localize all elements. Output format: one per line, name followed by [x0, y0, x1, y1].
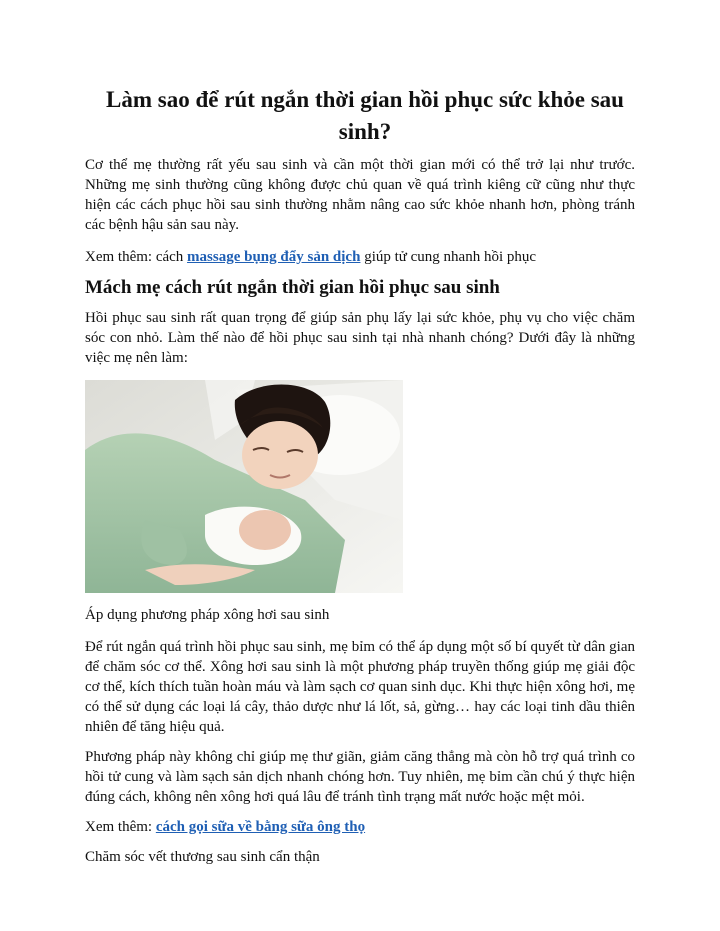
section-heading: Mách mẹ cách rút ngắn thời gian hồi phục sau sinh — [85, 277, 500, 298]
page-title: Làm sao để rút ngắn thời gian hồi phục sức khỏe sau sinh? — [106, 87, 624, 144]
see-also-line-2 — [85, 817, 635, 837]
intro-paragraph: Cơ thể mẹ thường rất yếu sau sinh và cần một thời gian mới có thể trở lại như trước. Những mẹ sinh thường cũng không được chủ quan về quá trình kiêng cữ cũng như thực hiện các cách phục hồi sau sinh thường nhằm nâng cao sức khỏe nhanh hơn, phòng tránh các bệnh hậu sản sau này. — [85, 157, 635, 233]
steam-paragraph-2: Phương pháp này không chỉ giúp mẹ thư giãn, giảm căng thẳng mà còn hỗ trợ quá trình co hồi tử cung và làm sạch sản dịch nhanh chóng hơn. Tuy nhiên, mẹ bỉm cần chú ý thực hiện đúng cách, không nên xông hơi quá lâu để tránh tình trạng mất nước hoặc mệt mỏi. — [85, 749, 635, 805]
see-also-line-1 — [85, 247, 635, 267]
see-also-prefix-2: Xem thêm: — [85, 819, 156, 835]
subheading-steam: Áp dụng phương pháp xông hơi sau sinh — [85, 607, 330, 623]
section-intro-paragraph: Hồi phục sau sinh rất quan trọng để giúp sản phụ lấy lại sức khỏe, phụ vụ cho việc chăm sóc con nhỏ. Làm thế nào để hồi phục sau sinh tại nhà nhanh chóng? Dưới đây là những việc mẹ nên làm: — [85, 310, 635, 366]
see-also-suffix: giúp tử cung nhanh hồi phục — [360, 249, 537, 265]
link-milk-article[interactable]: cách gọi sữa về bằng sữa ông thọ — [155, 819, 366, 835]
steam-paragraph-1: Để rút ngắn quá trình hồi phục sau sinh, mẹ bỉm có thể áp dụng một số bí quyết từ dân gian để chăm sóc cơ thể. Xông hơi sau sinh là một phương pháp truyền thống giúp mẹ giải độc cơ thể, kích thích tuần hoàn máu và làm sạch cơ quan sinh dục. Khi thực hiện xông hơi, mẹ có thể sử dụng các loại lá cây, thảo dược như lá lốt, sả, gừng… hay các loại tinh dầu thiên nhiên để tăng hiệu quả. — [85, 639, 635, 735]
mother-baby-photo — [85, 380, 403, 593]
mother-baby-illustration — [85, 380, 403, 593]
subheading-wound-care: Chăm sóc vết thương sau sinh cẩn thận — [85, 849, 320, 865]
link-massage-article[interactable]: massage bụng đẩy sản dịch — [187, 249, 361, 265]
see-also-prefix: Xem thêm: cách — [85, 249, 188, 265]
